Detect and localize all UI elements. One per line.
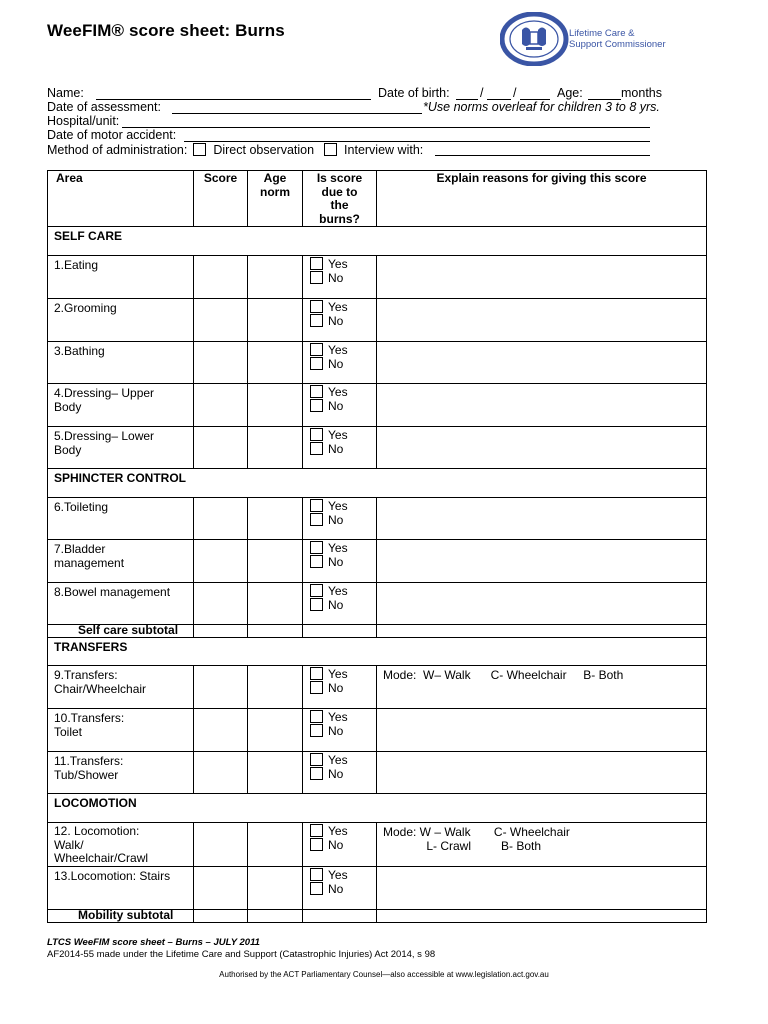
accident-date-label: Date of motor accident: [47,128,177,142]
interview-checkbox[interactable] [324,143,337,156]
age-unit: months [621,86,662,100]
table-row [48,583,707,625]
area-label: 11.Transfers: Tub/Shower [48,752,194,794]
mobility-subtotal-label: Mobility subtotal [48,909,194,922]
explain-cell[interactable] [377,427,707,469]
subtotal-empty-cell [377,909,707,922]
direct-observation-label: Direct observation [213,143,315,157]
no-checkbox[interactable] [310,357,323,370]
interview-label: Interview with: [344,143,424,157]
dob-sep-2: / [513,86,517,100]
no-checkbox[interactable] [310,724,323,737]
area-label: 2.Grooming [48,299,194,342]
date-assessment-field[interactable] [172,113,422,114]
dob-sep-1: / [480,86,484,100]
no-checkbox[interactable] [310,681,323,694]
yes-checkbox[interactable] [310,824,323,837]
no-checkbox[interactable] [310,314,323,327]
hospital-label: Hospital/unit: [47,114,120,128]
area-label: 5.Dressing– Lower Body [48,427,194,469]
norms-note: *Use norms overleaf for children 3 to 8 yrs. [423,100,660,114]
no-checkbox[interactable] [310,555,323,568]
area-label: 7.Bladder management [48,540,194,583]
score-cell[interactable] [194,666,248,709]
table-row [48,384,707,427]
explain-header: Explain reasons for giving this score [377,171,707,227]
score-cell[interactable] [194,384,248,427]
no-checkbox[interactable] [310,399,323,412]
burns-choice: Yes No [303,540,377,583]
age-norm-header: Age norm [248,171,303,227]
age-norm-cell[interactable] [248,666,303,709]
area-label: 1.Eating [48,256,194,299]
subtotal-row [48,909,707,922]
no-checkbox[interactable] [310,767,323,780]
area-label: 9.Transfers: Chair/Wheelchair [48,666,194,709]
no-checkbox[interactable] [310,271,323,284]
yes-checkbox[interactable] [310,753,323,766]
score-cell[interactable] [194,752,248,794]
score-header: Score [194,171,248,227]
no-checkbox[interactable] [310,513,323,526]
section-self-care: SELF CARE [48,227,707,256]
explain-cell[interactable] [377,866,707,909]
mobility-subtotal-score[interactable] [194,909,248,922]
interview-field[interactable] [435,155,650,156]
table-row [48,342,707,384]
table-row [48,256,707,299]
area-label: 6.Toileting [48,498,194,540]
explain-cell[interactable] [377,299,707,342]
header-row [48,171,707,227]
area-header: Area [48,171,194,227]
yes-checkbox[interactable] [310,541,323,554]
self-care-subtotal-label: Self care subtotal [48,625,194,638]
burns-choice: Yes No [303,709,377,752]
explain-cell[interactable] [377,752,707,794]
date-assessment-label: Date of assessment: [47,100,161,114]
score-cell[interactable] [194,299,248,342]
explain-cell[interactable] [377,342,707,384]
dob-label: Date of birth: [378,86,450,100]
age-norm-cell[interactable] [248,823,303,867]
yes-checkbox[interactable] [310,343,323,356]
name-label: Name: [47,86,84,100]
no-checkbox[interactable] [310,838,323,851]
self-care-subtotal-score[interactable] [194,625,248,638]
burns-choice: Yes No [303,299,377,342]
burns-choice: Yes No [303,666,377,709]
score-cell[interactable] [194,427,248,469]
table-row [48,299,707,342]
table-row [48,666,707,709]
no-checkbox[interactable] [310,882,323,895]
burns-choice: Yes No [303,256,377,299]
score-cell[interactable] [194,583,248,625]
age-norm-cell[interactable] [248,866,303,909]
no-checkbox[interactable] [310,442,323,455]
yes-checkbox[interactable] [310,257,323,270]
explain-cell[interactable] [377,384,707,427]
subtotal-empty-cell [303,625,377,638]
age-norm-cell[interactable] [248,256,303,299]
subtotal-empty-cell [303,909,377,922]
table-row [48,752,707,794]
burns-choice: Yes No [303,498,377,540]
score-cell[interactable] [194,342,248,384]
area-label: 4.Dressing– Upper Body [48,384,194,427]
area-label: 3.Bathing [48,342,194,384]
explain-cell[interactable]: Mode: W– Walk C- Wheelchair B- Both [377,666,707,709]
burns-choice: Yes No [303,427,377,469]
due-to-burns-header: Is score due to the burns? [303,171,377,227]
age-norm-cell[interactable] [248,342,303,384]
yes-checkbox[interactable] [310,584,323,597]
no-checkbox[interactable] [310,598,323,611]
age-norm-cell[interactable] [248,384,303,427]
explain-cell[interactable] [377,498,707,540]
age-norm-cell[interactable] [248,752,303,794]
yes-checkbox[interactable] [310,499,323,512]
subtotal-empty-cell [377,625,707,638]
yes-checkbox[interactable] [310,428,323,441]
yes-checkbox[interactable] [310,300,323,313]
age-norm-cell[interactable] [248,583,303,625]
subtotal-empty-cell [248,625,303,638]
burns-choice: Yes No [303,866,377,909]
age-norm-cell[interactable] [248,427,303,469]
score-table [47,170,707,923]
area-label: 13.Locomotion: Stairs [48,866,194,909]
explain-cell[interactable] [377,709,707,752]
score-cell[interactable] [194,498,248,540]
table-row [48,540,707,583]
explain-cell[interactable] [377,256,707,299]
score-cell[interactable] [194,823,248,867]
hospital-field[interactable] [122,127,650,128]
table-row [48,866,707,909]
burns-choice: Yes No [303,752,377,794]
section-sphincter-control: SPHINCTER CONTROL [48,469,707,498]
accident-date-field[interactable] [184,141,650,142]
logo-text: Lifetime Care & Support Commissioner [569,28,666,50]
section-locomotion: LOCOMOTION [48,794,707,823]
yes-checkbox[interactable] [310,868,323,881]
page-title: WeeFIM® score sheet: Burns [47,21,285,40]
score-cell[interactable] [194,540,248,583]
burns-choice: Yes No [303,384,377,427]
age-norm-cell[interactable] [248,540,303,583]
footer-legal: AF2014-55 made under the Lifetime Care and Support (Catastrophic Injuries) Act 2014, s 98 [47,949,436,960]
table-row [48,709,707,752]
age-label: Age: [557,86,583,100]
score-cell[interactable] [194,256,248,299]
score-cell[interactable] [194,866,248,909]
age-norm-cell[interactable] [248,709,303,752]
table-row [48,427,707,469]
age-norm-cell[interactable] [248,498,303,540]
area-label: 10.Transfers: Toilet [48,709,194,752]
area-label: 12. Locomotion: Walk/ Wheelchair/Crawl [48,823,194,867]
explain-cell[interactable] [377,583,707,625]
explain-cell[interactable]: Mode: W – Walk C- Wheelchair L- Crawl B- Both [377,823,707,867]
table-row [48,498,707,540]
footer-authorised: Authorised by the ACT Parliamentary Counsel—also accessible at www.legislation.act.gov.au [219,970,549,979]
burns-choice: Yes No [303,583,377,625]
yes-checkbox[interactable] [310,710,323,723]
footer-title: LTCS WeeFIM score sheet – Burns – JULY 2011 [47,937,260,948]
subtotal-row [48,625,707,638]
age-norm-cell[interactable] [248,299,303,342]
section-transfers: TRANSFERS [48,638,707,666]
table-row [48,823,707,867]
burns-choice: Yes No [303,342,377,384]
explain-cell[interactable] [377,540,707,583]
direct-observation-checkbox[interactable] [193,143,206,156]
yes-checkbox[interactable] [310,385,323,398]
subtotal-empty-cell [248,909,303,922]
score-cell[interactable] [194,709,248,752]
method-label: Method of administration: Direct observation Interview with: [47,143,424,157]
yes-checkbox[interactable] [310,667,323,680]
burns-choice: Yes No [303,823,377,867]
area-label: 8.Bowel management [48,583,194,625]
